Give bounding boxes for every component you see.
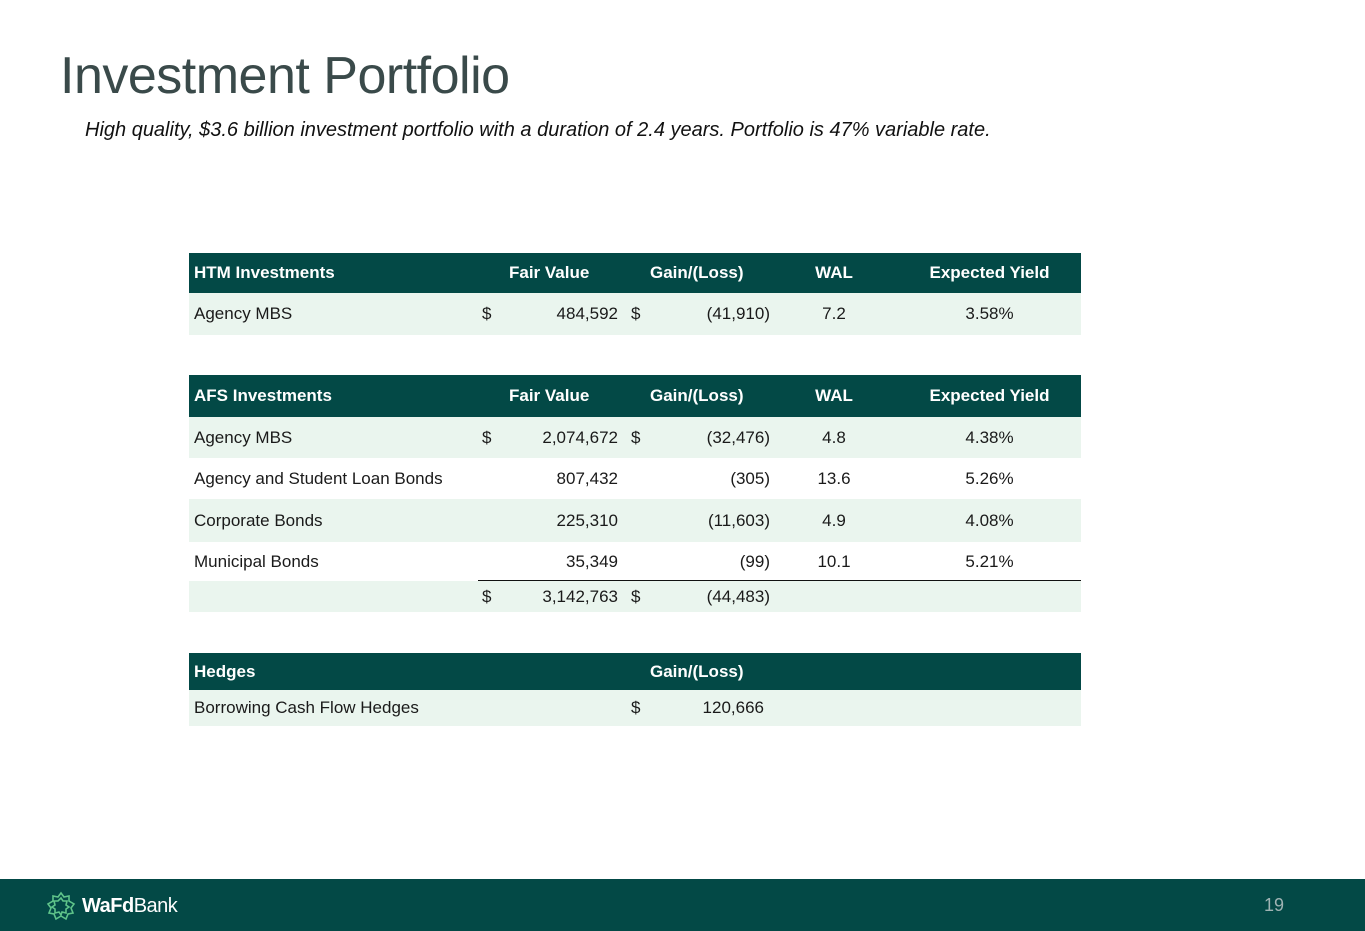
- wal: 4.8: [822, 427, 846, 447]
- footer-bar: [0, 879, 1365, 931]
- wafd-emblem-icon: [46, 891, 76, 921]
- total-row: [189, 581, 1081, 612]
- header-category: HTM Investments: [194, 263, 335, 282]
- header-wal: WAL: [815, 263, 853, 282]
- table-row: [189, 417, 1081, 458]
- row-label: Municipal Bonds: [194, 551, 319, 571]
- header-gain-loss: Gain/(Loss): [650, 661, 744, 681]
- page-number: 19: [1263, 895, 1284, 915]
- table-row: [189, 458, 1081, 499]
- afs-table: [189, 375, 1081, 612]
- dollar-sign: $: [631, 698, 641, 717]
- dollar-sign: $: [482, 586, 492, 606]
- logo-text: WaFdBank: [82, 894, 178, 917]
- header-fair-value: Fair Value: [509, 386, 590, 405]
- gain-loss: (305): [730, 468, 770, 488]
- gain-loss: (99): [739, 551, 770, 571]
- header-wal: WAL: [815, 386, 853, 405]
- fair-value: 225,310: [556, 510, 618, 530]
- header-gain-loss: Gain/(Loss): [650, 263, 744, 282]
- row-label: Borrowing Cash Flow Hedges: [194, 698, 419, 717]
- wal: 7.2: [822, 304, 846, 323]
- header-category: AFS Investments: [194, 386, 332, 405]
- table-row: [189, 542, 1081, 581]
- wal: 10.1: [817, 551, 851, 571]
- wal: 13.6: [817, 468, 851, 488]
- dollar-sign: $: [631, 586, 641, 606]
- dollar-sign: $: [631, 304, 641, 323]
- row-label: Agency MBS: [194, 304, 293, 323]
- table-row: [189, 293, 1081, 335]
- expected-yield: 4.38%: [965, 427, 1014, 447]
- fair-value: 807,432: [556, 468, 618, 488]
- gain-loss: (11,603): [707, 510, 770, 530]
- dollar-sign: $: [482, 304, 492, 323]
- hedges-table: [189, 653, 1081, 726]
- fair-value: 2,074,672: [542, 427, 618, 447]
- table-header-row: [189, 375, 1081, 417]
- table-header-row: [189, 253, 1081, 293]
- table-header-row: [189, 653, 1081, 690]
- dollar-sign: $: [631, 427, 641, 447]
- header-gain-loss: Gain/(Loss): [650, 386, 744, 405]
- header-fair-value: Fair Value: [509, 263, 590, 282]
- expected-yield: 5.21%: [965, 551, 1014, 571]
- gain-loss: (32,476): [706, 427, 770, 447]
- total-fair-value: 3,142,763: [542, 586, 618, 606]
- total-gain-loss: (44,483): [706, 586, 770, 606]
- gain-loss: 120,666: [702, 698, 764, 717]
- row-label: Corporate Bonds: [194, 510, 323, 530]
- page-subtitle: High quality, $3.6 billion investment portfolio with a duration of 2.4 years. Portfolio is 47% variable rate.: [85, 119, 991, 141]
- table-row: [189, 690, 1081, 726]
- wafd-bank-logo: [46, 891, 177, 921]
- row-label: Agency MBS: [194, 427, 293, 447]
- fair-value: 35,349: [566, 551, 618, 571]
- expected-yield: 4.08%: [965, 510, 1014, 530]
- gain-loss: (41,910): [706, 304, 770, 323]
- header-expected-yield: Expected Yield: [929, 263, 1050, 282]
- row-label: Agency and Student Loan Bonds: [194, 468, 443, 488]
- expected-yield: 3.58%: [965, 304, 1014, 323]
- header-expected-yield: Expected Yield: [929, 386, 1050, 405]
- dollar-sign: $: [482, 427, 492, 447]
- wal: 4.9: [822, 510, 846, 530]
- table-row: [189, 499, 1081, 542]
- header-category: Hedges: [194, 661, 256, 681]
- fair-value: 484,592: [556, 304, 618, 323]
- expected-yield: 5.26%: [965, 468, 1014, 488]
- htm-table: [189, 253, 1081, 335]
- page-title: Investment Portfolio: [60, 47, 510, 105]
